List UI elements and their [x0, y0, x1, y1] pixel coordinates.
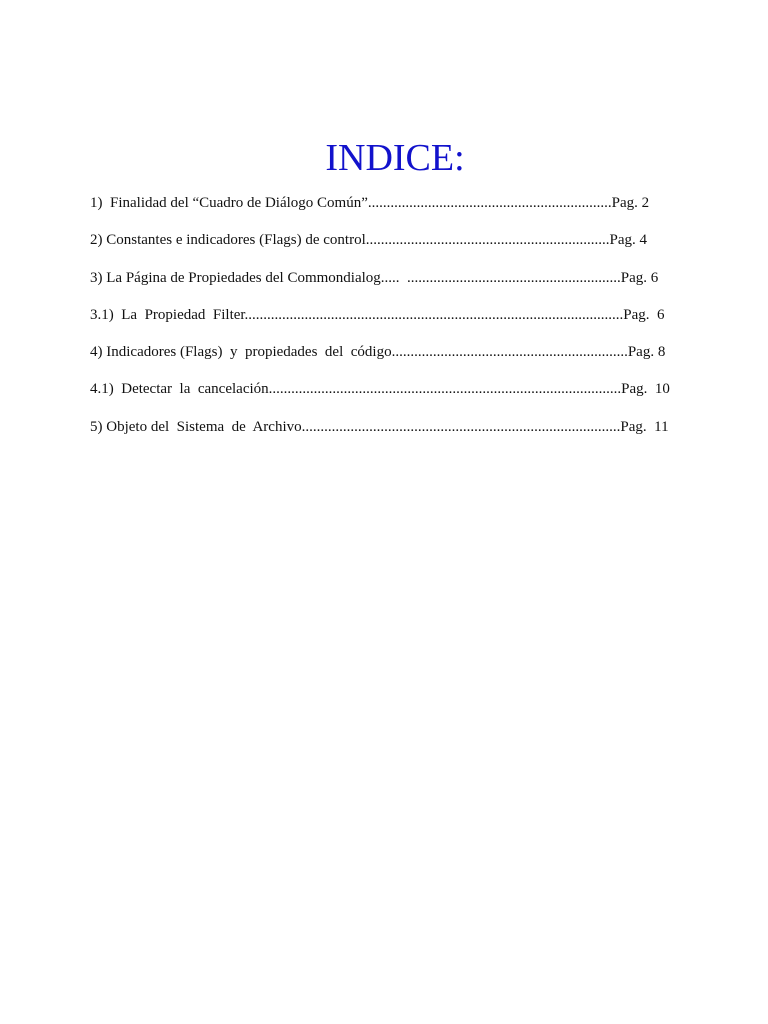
toc-entry-1: 1) Finalidad del “Cuadro de Diálogo Común”.................................................................Pag. 2 — [90, 195, 650, 211]
table-of-contents — [90, 194, 670, 455]
toc-entry-2: 2) Constantes e indicadores (Flags) de control.................................................................Pag. 4 — [90, 232, 648, 249]
toc-entry-3-1: 3.1) La Propiedad Filter.....................................................................................................Pag. 6 — [90, 306, 665, 323]
toc-entry-5: 5) Objeto del Sistema de Archivo.....................................................................................Pag. 11 — [90, 418, 669, 435]
page-title: INDICE: — [325, 137, 465, 179]
toc-entry-4: 4) Indicadores (Flags) y propiedades del código...............................................................Pag. 8 — [90, 344, 666, 361]
toc-entry-3: 3) La Página de Propiedades del Commondialog..... .........................................................Pag. 6 — [90, 269, 659, 286]
toc-entry-4-1: 4.1) Detectar la cancelación..............................................................................................Pag. 10 — [90, 381, 670, 398]
